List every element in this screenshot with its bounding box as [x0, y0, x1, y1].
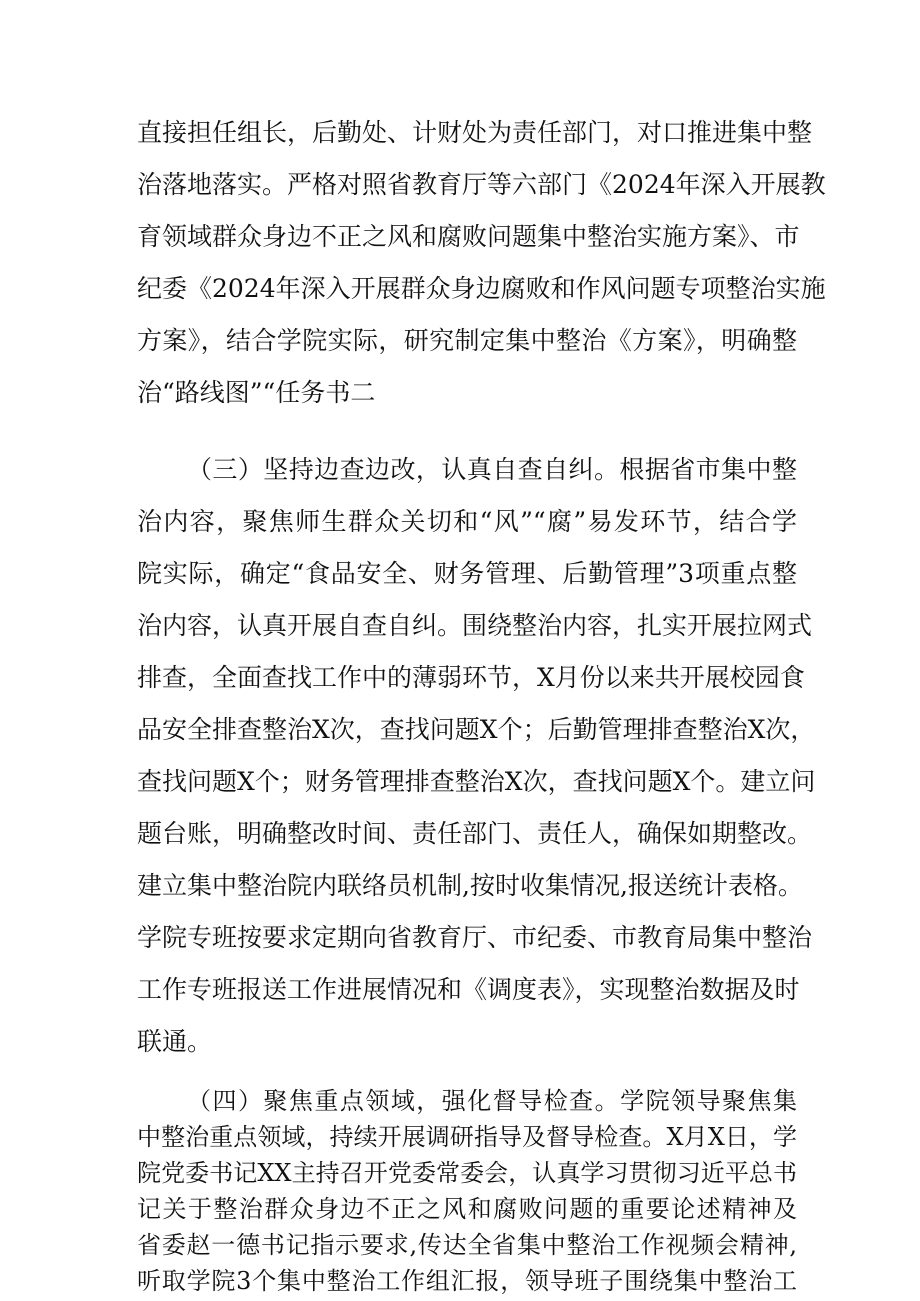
- paragraph-1-line-5: 方案》，结合学院实际，研究制定集中整治《方案》，明确整: [137, 326, 797, 355]
- paragraph-2-line-4: 治内容，认真开展自查自纠。围绕整治内容，扎实开展拉网式: [137, 611, 813, 640]
- paragraph-2-line-9: 建立集中整治院内联络员机制,按时收集情况,报送统计表格。: [137, 871, 803, 900]
- paragraph-2-line-5: 排查，全面查找工作中的薄弱环节，X月份以来共开展校园食: [137, 663, 805, 692]
- paragraph-2-line-11: 工作专班报送工作进展情况和《调度表》，实现整治数据及时: [137, 975, 800, 1004]
- paragraph-1-line-2: 治落地落实。严格对照省教育厅等六部门《2024年深入开展教: [137, 170, 826, 199]
- paragraph-3-line-4: 记关于整治群众身边不正之风和腐败问题的重要论述精神及: [137, 1195, 797, 1223]
- paragraph-2-line-3: 院实际，确定“食品安全、财务管理、后勤管理”3项重点整: [137, 559, 797, 588]
- paragraph-3-line-3: 院党委书记XX主持召开党委常委会，认真学习贯彻习近平总书: [137, 1159, 797, 1187]
- paragraph-2-line-1: （三）坚持边查边改，认真自查自纠。根据省市集中整: [187, 455, 797, 484]
- paragraph-2-line-6: 品安全排查整治X次，查找问题X个；后勤管理排查整治X次，: [137, 715, 816, 744]
- paragraph-2-line-2: 治内容，聚焦师生群众关切和“风”“腐”易发环节，结合学: [137, 507, 797, 536]
- paragraph-1-line-1: 直接担任组长，后勤处、计财处为责任部门，对口推进集中整: [137, 118, 813, 147]
- paragraph-1-line-3: 育领域群众身边不正之风和腐败问题集中整治实施方案》、市: [137, 222, 800, 251]
- paragraph-2-line-7: 查找问题X个；财务管理排查整治X次，查找问题X个。建立问: [137, 767, 816, 796]
- paragraph-2-line-12: 联通。: [137, 1027, 213, 1056]
- paragraph-1-line-4: 纪委《2024年深入开展群众身边腐败和作风问题专项整治实施: [137, 274, 826, 303]
- paragraph-1-line-6: 治“路线图”“任务书二: [137, 378, 376, 407]
- paragraph-3-line-2: 中整治重点领域，持续开展调研指导及督导检查。X月X日，学: [137, 1123, 797, 1151]
- paragraph-3-line-5: 省委赵一德书记指示要求,传达全省集中整治工作视频会精神,: [137, 1231, 797, 1259]
- paragraph-3-line-6: 听取学院3个集中整治工作组汇报，领导班子围绕集中整治工: [137, 1267, 797, 1295]
- paragraph-2-line-8: 题台账，明确整改时间、责任部门、责任人，确保如期整改。: [137, 819, 813, 848]
- paragraph-2-line-10: 学院专班按要求定期向省教育厅、市纪委、市教育局集中整治: [137, 923, 813, 952]
- paragraph-3-line-1: （四）聚焦重点领域，强化督导检查。学院领导聚焦集: [187, 1087, 797, 1115]
